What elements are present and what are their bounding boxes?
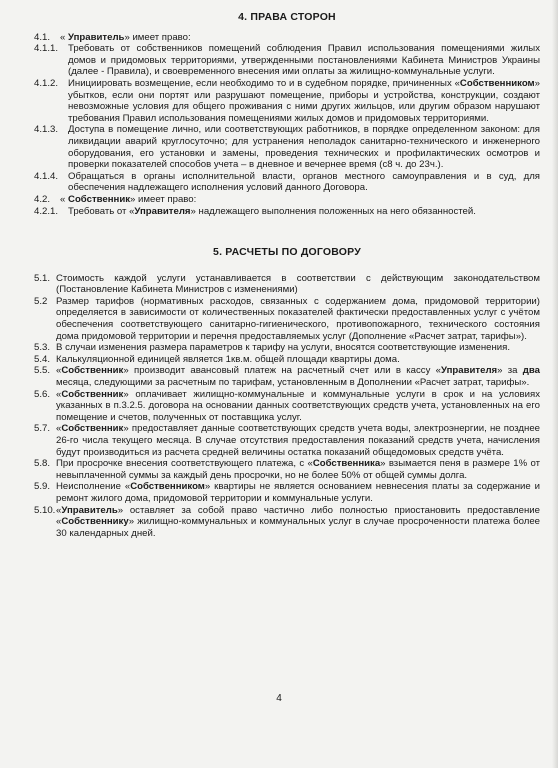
clause-number: 5.5. [34, 365, 51, 377]
clause-text: Доступа в помещение лично, или соответствующих работников, в порядке определенном законом: для ликвидации аварий круглосуточно; для устранения неполадок санитарно-технического и инженерного оборудования, его установки и замены, проведения технических и профилактических осмотров и проверки показателей способов учета – в дневное и вечернее время (с8 ч. до 23ч.). [68, 124, 540, 171]
clause-number: 5.9. [34, 481, 51, 493]
clause-5-4 [34, 354, 540, 366]
clause-text: Стоимость каждой услуги устанавливается в соответствии с действующим законодательством (Постановление Кабинета Министров с изменениями) [56, 272, 540, 296]
clause-number: 4.1.3. [34, 124, 59, 136]
clause-text: В случаи изменения размера параметров к тарифу на услуги, вносятся соответствующие изменения. [56, 342, 511, 354]
clause-number: 5.10. [34, 504, 56, 516]
section-4-title: 4. ПРАВА СТОРОН [238, 11, 336, 23]
section-5-body [34, 273, 540, 540]
clause-number: 5.7. [34, 423, 51, 435]
clause-number: 5.1. [34, 272, 51, 284]
clause-4-1-2: 4.1.2. Инициировать возмещение, если необходимо то и в судебном порядке, причиненных «Собственником» убытков, если они портят или разрушают помещение, приборы и устройства, конструкции, создают невозможные условия для общего проживания с ними других жильцов, или другим образом нарушают требования Правил использования помещениями жилых домов и придомовых территориями. [34, 77, 540, 124]
clause-number: 4.2. [34, 193, 51, 205]
clause-5-6: 5.6. «Собственник» оплачивает жилищно-коммунальные и коммунальные услуги в срок и на условиях указанных в п.3.2.5. договора на основании данных соответствующих средств учета, установленных на его помещение и счетов, полученных от поставщика услуг. [34, 388, 540, 423]
clause-4-2: 4.2. « Собственник» имеет право: [34, 193, 197, 205]
clause-number: 4.1.2. [34, 77, 59, 89]
clause-4-1: 4.1. « Управитель» имеет право: [34, 31, 191, 43]
page-number: 4 [276, 693, 282, 704]
clause-number: 4.2.1. [34, 205, 59, 217]
clause-4-1-1 [34, 43, 540, 78]
clause-5-8: 5.8. При просрочке внесения соответствующего платежа, с «Собственника» взымается пеня в размере 1% от невыплаченной суммы за каждый день просрочки, но не более 50% от общей суммы долга. [34, 458, 540, 481]
clause-number: 5.2 [34, 295, 48, 307]
clause-number: 5.3. [34, 342, 51, 354]
clause-5-7: 5.7. «Собственник» предоставляет данные соответствующих средств учета воды, электроэнергии, не позднее 26-го числа текущего месяца. В случае отсутствия предоставления показаний средств учета, начисления будут производиться из расчета средней величины остатка показаний общедомовых средств учёта. [34, 423, 540, 458]
clause-number: 5.6. [34, 388, 51, 400]
clause-number: 5.8. [34, 458, 51, 470]
clause-4-1-3 [34, 124, 540, 170]
clause-5-10: 5.10. «Управитель» оставляет за собой право частично либо полностью приостановить предоставление «Собственнику» жилищно-коммунальных и коммунальных услуг в случае просроченности платежа более 30 календарных дней. [34, 504, 540, 539]
clause-text: Размер тарифов (нормативных расходов, связанных с содержанием дома, придомовой территории) определяется в зависимости от количественных показателей фактически предоставленных услуг с учётом обеспечения соответствующего санитарно-гигиенического, противопожарного, технического состояния дома придомовой территории и перечня предоставляемых услуг (Дополнение «Расчет затрат, тарифы»). [56, 295, 540, 342]
section-5-title: 5. РАСЧЕТЫ ПО ДОГОВОРУ [213, 246, 361, 259]
clause-5-1 [34, 273, 540, 296]
clause-number: 4.1. [34, 31, 51, 43]
clause-text: Требовать от собственников помещений соблюдения Правил использования помещениями жилых домов и придомовых территориями, утвержденными постановлениями Кабинета Министров Украины (далее - Правила), и своевременного внесения ими оплаты за жилищно-коммунальные услуги. [68, 43, 540, 78]
clause-number: 4.1.4. [34, 170, 59, 182]
clause-text: Обращаться в органы исполнительной власти, органов местного самоуправления и в суд, для обеспечения надлежащего исполнения условий данного Договора. [68, 170, 540, 194]
clause-5-9: 5.9. Неисполнение «Собственником» квартиры не является основанием невнесения платы за содержание и ремонт жилого дома, придомовой территории и коммунальные услуги. [34, 481, 540, 504]
clause-number: 5.4. [34, 353, 51, 365]
clause-number: 4.1.1. [34, 43, 59, 55]
clause-5-2 [34, 296, 540, 342]
clause-4-1-4 [34, 171, 540, 194]
clause-text: Калькуляционной единицей является 1кв.м. общей площади квартиры дома. [56, 353, 400, 365]
clause-4-2-1: 4.2.1. Требовать от «Управителя» надлежащего выполнения положенных на него обязанностей. [34, 205, 476, 217]
clause-5-5: 5.5. «Собственник» производит авансовый платеж на расчетный счет или в кассу «Управителя» за два месяца, следующими за расчетным по тарифам, установленным в Дополнении «Расчет затрат, тарифы». [34, 365, 540, 389]
scan-edge-shadow [552, 0, 558, 768]
clause-5-3 [34, 342, 540, 354]
